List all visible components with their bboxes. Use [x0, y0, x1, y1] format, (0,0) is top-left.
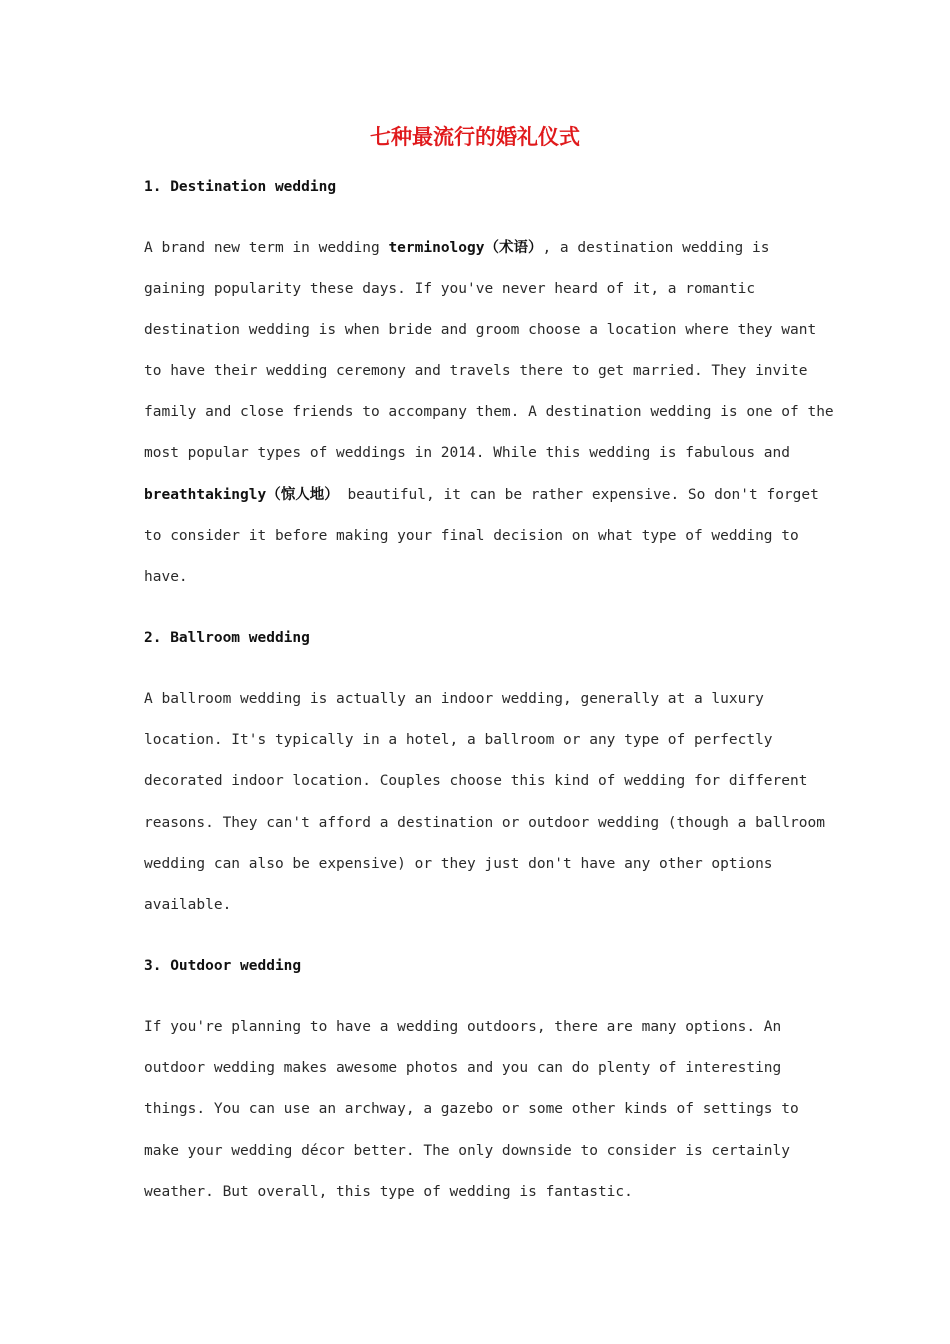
paragraph-line: available.	[144, 897, 232, 913]
paragraph-line: to consider it before making your final decision on what type of wedding to	[144, 528, 799, 544]
document-title: 七种最流行的婚礼仪式	[370, 125, 580, 149]
paragraph-line: If you're planning to have a wedding outdoors, there are many options. An	[144, 1019, 782, 1035]
paragraph-line: wedding can also be expensive) or they just don't have any other options	[144, 856, 773, 872]
paragraph-line: make your wedding décor better. The only downside to consider is certainly	[144, 1143, 791, 1159]
paragraph-line: outdoor wedding makes awesome photos and you can do plenty of interesting	[144, 1060, 782, 1076]
paragraph-line: reasons. They can't afford a destination or outdoor wedding (though a ballroom	[144, 815, 825, 831]
paragraph-line: things. You can use an archway, a gazebo or some other kinds of settings to	[144, 1101, 799, 1117]
paragraph-line: family and close friends to accompany them. A destination wedding is one of the	[144, 404, 834, 420]
bold-term: terminology（术语）	[388, 240, 543, 256]
paragraph-line: location. It's typically in a hotel, a ballroom or any type of perfectly	[144, 732, 773, 748]
paragraph-line: weather. But overall, this type of wedding is fantastic.	[144, 1184, 633, 1200]
paragraph-line: most popular types of weddings in 2014. While this wedding is fabulous and	[144, 445, 791, 461]
section-heading-destination: 1. Destination wedding	[144, 179, 337, 195]
paragraph-line: A ballroom wedding is actually an indoor wedding, generally at a luxury	[144, 691, 764, 707]
paragraph-line: decorated indoor location. Couples choose this kind of wedding for different	[144, 773, 808, 789]
paragraph-line: gaining popularity these days. If you've never heard of it, a romantic	[144, 281, 756, 297]
paragraph-line: have.	[144, 569, 188, 585]
paragraph-line: breathtakingly（惊人地） beautiful, it can be rather expensive. So don't forget	[144, 487, 819, 503]
section-heading-ballroom: 2. Ballroom wedding	[144, 630, 310, 646]
paragraph-line: to have their wedding ceremony and travels there to get married. They invite	[144, 363, 808, 379]
bold-term: breathtakingly（惊人地）	[144, 487, 339, 503]
section-heading-outdoor: 3. Outdoor wedding	[144, 958, 302, 974]
paragraph-line: destination wedding is when bride and groom choose a location where they want	[144, 322, 817, 338]
paragraph-line: A brand new term in wedding terminology（术语）, a destination wedding is	[144, 240, 770, 256]
